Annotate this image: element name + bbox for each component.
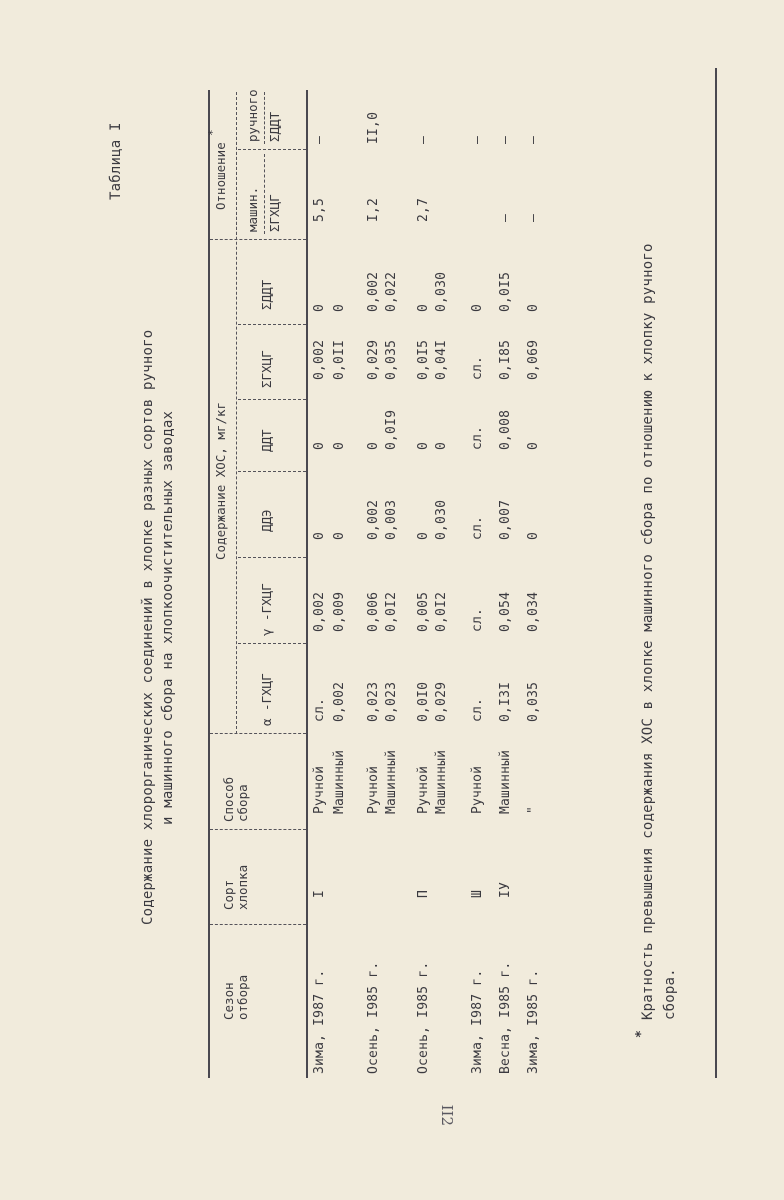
- cell-season: Осень, I985 г.: [416, 961, 431, 1074]
- cell-variety: П: [416, 889, 431, 898]
- cell-value: сл.: [470, 425, 485, 450]
- cell-value: 0,008: [498, 409, 513, 450]
- ratio-header-rule: [236, 92, 237, 240]
- cell-variety: IУ: [498, 881, 513, 898]
- cell-method: Машинный: [332, 749, 347, 814]
- cell-value: 0: [332, 441, 347, 450]
- cell-ratio-ddt: II,0: [366, 111, 381, 144]
- header-separator: [238, 324, 306, 325]
- cell-value: 0: [332, 303, 347, 312]
- cell-ratio-hchc: I,2: [366, 197, 381, 222]
- cell-method: Ручной: [366, 765, 381, 814]
- header-separator: [238, 557, 306, 558]
- cell-value: 0,005: [416, 591, 431, 632]
- cell-value: сл.: [470, 515, 485, 540]
- cell-ratio-ddt: –: [526, 135, 541, 144]
- cell-value: 0,002: [366, 499, 381, 540]
- cell-value: 0: [416, 303, 431, 312]
- cell-ratio-hchc: –: [526, 213, 541, 222]
- cell-value: 0,0II: [332, 339, 347, 380]
- header-season-1: Сезон: [221, 982, 236, 1020]
- cell-value: 0: [434, 441, 449, 450]
- header-sum-ddt: ΣДДТ: [259, 279, 274, 310]
- cell-value: 0,0I5: [416, 339, 431, 380]
- header-ratio-mark: *: [206, 129, 219, 136]
- header-content: Содержание ХОС, мг/кг: [213, 401, 228, 560]
- cell-method: Ручной: [470, 765, 485, 814]
- cell-method: Ручной: [312, 765, 327, 814]
- header-sum-hchc: ΣГХЦГ: [259, 350, 274, 388]
- cell-value: 0,0I0: [416, 681, 431, 722]
- cell-value: 0,029: [434, 681, 449, 722]
- header-separator: [238, 471, 306, 472]
- header-ratio-machine-sum: ΣГХЦГ: [267, 194, 282, 232]
- cell-value: 0,003: [384, 499, 399, 540]
- cell-value: 0: [526, 531, 541, 540]
- ratio-fraction-rule: [264, 154, 265, 234]
- header-alpha-hchc: α -ГХЦГ: [259, 673, 274, 726]
- header-method-2: сбора: [235, 784, 250, 822]
- cell-value: 0,0I9: [384, 409, 399, 450]
- cell-value: 0,022: [384, 271, 399, 312]
- cell-value: 0,002: [366, 271, 381, 312]
- cell-value: 0,030: [434, 499, 449, 540]
- cell-value: 0,035: [526, 681, 541, 722]
- cell-value: 0: [416, 441, 431, 450]
- cell-value: 0,035: [384, 339, 399, 380]
- cell-value: 0,007: [498, 499, 513, 540]
- ratio-fraction-rule: [264, 92, 265, 144]
- cell-ratio-ddt: –: [416, 135, 431, 144]
- header-ddt: ДДТ: [259, 429, 274, 452]
- header-separator: [238, 149, 306, 150]
- cell-ratio-hchc: 2,7: [416, 197, 431, 222]
- table-label: Таблица I: [108, 122, 124, 200]
- cell-season: Весна, I985 г.: [498, 961, 513, 1074]
- cell-value: сл.: [312, 697, 327, 722]
- cell-value: 0,054: [498, 591, 513, 632]
- cell-value: 0,023: [366, 681, 381, 722]
- header-separator: [238, 643, 306, 644]
- cell-method: Ручной: [416, 765, 431, 814]
- footnote-line-1: Кратность превышения содержания ХОС в хлопке машинного сбора по отношению к хлопку ручного: [640, 243, 656, 1020]
- cell-season: Зима, I987 г.: [470, 969, 485, 1074]
- cell-value: 0,I3I: [498, 681, 513, 722]
- cell-value: 0: [416, 531, 431, 540]
- table-bottom-rule: [715, 68, 717, 1078]
- cell-value: 0,023: [384, 681, 399, 722]
- footnote-line-2: сбора.: [662, 968, 678, 1020]
- header-ratio-hand: ручного: [245, 89, 260, 142]
- header-separator: [238, 399, 306, 400]
- header-gamma-hchc: γ -ГХЦГ: [259, 583, 274, 636]
- cell-method: ": [526, 805, 541, 814]
- cell-value: 0,0I2: [384, 591, 399, 632]
- cell-value: 0: [332, 531, 347, 540]
- header-season-2: отбора: [235, 974, 250, 1020]
- cell-ratio-hchc: –: [498, 213, 513, 222]
- header-separator: [210, 733, 306, 734]
- cell-value: 0,030: [434, 271, 449, 312]
- header-separator: [210, 924, 306, 925]
- table-title-line-2: и машинного сбора на хлопкоочистительных заводах: [160, 410, 176, 825]
- header-dde: ДДЭ: [259, 509, 274, 532]
- cell-season: Зима, I985 г.: [526, 969, 541, 1074]
- cell-value: 0,04I: [434, 339, 449, 380]
- cell-season: Зима, I987 г.: [312, 969, 327, 1074]
- header-variety-2: хлопка: [235, 864, 250, 910]
- cell-ratio-ddt: –: [312, 135, 327, 144]
- cell-ratio-hchc: 5,5: [312, 197, 327, 222]
- table-title-line-1: Содержание хлорорганических соединений в хлопке разных сортов ручного: [140, 329, 156, 925]
- table-header-rule: [306, 90, 308, 1078]
- cell-value: 0: [526, 441, 541, 450]
- cell-value: 0,I85: [498, 339, 513, 380]
- header-separator: [210, 829, 306, 830]
- cell-value: сл.: [470, 607, 485, 632]
- cell-value: 0,009: [332, 591, 347, 632]
- cell-value: 0,002: [312, 339, 327, 380]
- cell-value: 0: [526, 303, 541, 312]
- cell-variety: I: [312, 889, 327, 898]
- cell-season: Осень, I985 г.: [366, 961, 381, 1074]
- header-ratio-hand-sum: ΣДДТ: [267, 111, 282, 142]
- cell-ratio-ddt: –: [470, 135, 485, 144]
- cell-value: 0,029: [366, 339, 381, 380]
- cell-value: сл.: [470, 697, 485, 722]
- cell-value: 0: [312, 303, 327, 312]
- header-ratio: Отношение: [213, 142, 228, 210]
- cell-value: 0,0I5: [498, 271, 513, 312]
- cell-ratio-ddt: –: [498, 135, 513, 144]
- cell-value: 0,002: [332, 681, 347, 722]
- cell-value: 0: [312, 531, 327, 540]
- cell-value: 0: [366, 441, 381, 450]
- header-variety-1: Сорт: [221, 879, 236, 910]
- header-separator: [210, 239, 306, 240]
- cell-value: 0,002: [312, 591, 327, 632]
- cell-value: 0: [312, 441, 327, 450]
- cell-value: 0,069: [526, 339, 541, 380]
- cell-value: сл.: [470, 355, 485, 380]
- cell-method: Машинный: [498, 749, 513, 814]
- cell-value: 0,034: [526, 591, 541, 632]
- header-ratio-machine: машин.: [245, 186, 260, 232]
- cell-method: Машинный: [384, 749, 399, 814]
- cell-value: 0: [470, 303, 485, 312]
- cell-value: 0,006: [366, 591, 381, 632]
- footnote-mark: *: [634, 1029, 649, 1038]
- header-method-1: Способ: [221, 776, 236, 822]
- cell-value: 0,0I2: [434, 591, 449, 632]
- cell-method: Машинный: [434, 749, 449, 814]
- page-number: II2: [438, 1104, 456, 1126]
- cell-variety: Ш: [470, 889, 485, 898]
